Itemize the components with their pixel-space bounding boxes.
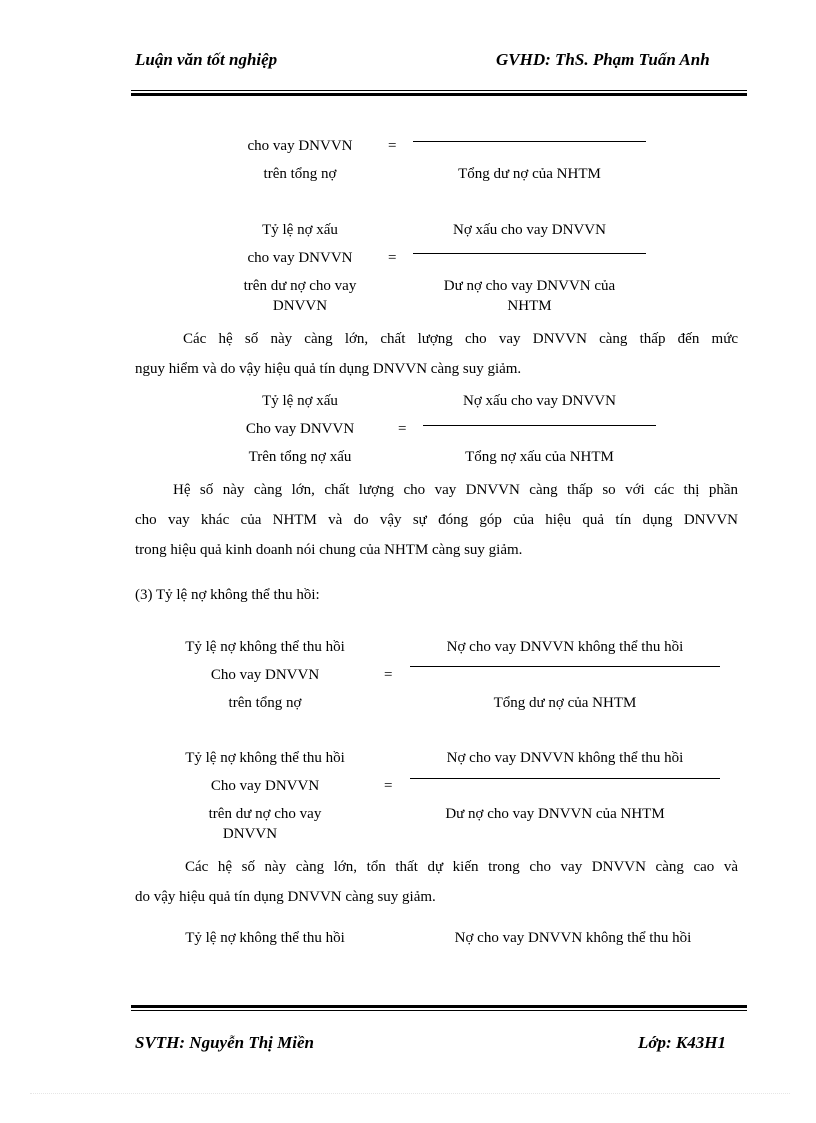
formula-4-fraction-bar [410,666,720,667]
paragraph-2-line-3: trong hiệu quả kinh doanh nói chung của NHTM càng suy giảm. [135,542,523,558]
formula-4-lhs-line-2: Cho vay DNVVN [210,667,320,683]
formula-2-lhs-line-1: Tỷ lệ nợ xấu [262,222,338,238]
formula-4-lhs-line-1: Tỷ lệ nợ không thể thu hồi [185,639,345,655]
formula-2-numerator: Nợ xấu cho vay DNVVN [453,222,606,238]
paragraph-2-line-2: cho vay khác của NHTM và do vậy sự đóng góp của hiệu quả tín dụng DNVVN [135,512,738,528]
paragraph-2 [135,475,738,565]
formula-3-denominator: Tổng nợ xấu của NHTM [465,449,614,465]
formula-1-lhs-line-2: trên tổng nợ [263,166,337,182]
formula-4-equals: = [384,667,393,683]
formula-5-fraction-bar [410,778,720,779]
formula-3-lhs-line-2: Cho vay DNVVN [245,421,355,437]
header-thesis-title: Luận văn tốt nghiệp [135,50,278,69]
formula-2-fraction-bar [413,253,646,254]
formula-4-lhs-line-3: trên tổng nợ [228,695,302,711]
formula-5-numerator: Nợ cho vay DNVVN không thể thu hồi [446,750,684,766]
formula-2-lhs-line-3: trên dư nợ cho vay [243,278,357,294]
formula-1-fraction-bar [413,141,646,142]
formula-1-equals: = [388,138,397,154]
formula-5-lhs-line-3: trên dư nợ cho vay [208,806,322,822]
formula-2-equals: = [388,250,397,266]
formula-5-lhs-line-4: DNVVN [222,826,278,842]
header-rule-thick [131,93,747,96]
formula-2-lhs-line-4: DNVVN [272,298,328,314]
formula-2-denominator-line-2: NHTM [507,298,552,314]
formula-4-numerator: Nợ cho vay DNVVN không thể thu hồi [446,639,684,655]
footer-student: SVTH: Nguyễn Thị Miền [135,1033,314,1052]
formula-2-lhs-line-2: cho vay DNVVN [247,250,353,266]
formula-3-lhs-line-1: Tỷ lệ nợ xấu [262,393,338,409]
formula-6-lhs-line-1: Tỷ lệ nợ không thể thu hồi [185,930,345,946]
formula-1-denominator: Tổng dư nợ của NHTM [458,166,601,182]
formula-4-denominator: Tổng dư nợ của NHTM [493,695,637,711]
paragraph-3 [135,852,738,912]
formula-3-equals: = [398,421,407,437]
formula-5-lhs-line-2: Cho vay DNVVN [210,778,320,794]
formula-3-lhs-line-3: Trên tổng nợ xấu [248,449,352,465]
paragraph-1-line-1: Các hệ số này càng lớn, chất lượng cho vay DNVVN càng thấp đến mức [183,331,738,347]
formula-3-fraction-bar [423,425,656,426]
paragraph-3-line-1: Các hệ số này càng lớn, tổn thất dự kiến trong cho vay DNVVN càng cao và [185,859,738,875]
formula-5-lhs-line-1: Tỷ lệ nợ không thể thu hồi [185,750,345,766]
formula-2-denominator-line-1: Dư nợ cho vay DNVVN của [443,278,616,294]
footer-rule-thick [131,1005,747,1008]
footer-rule-thin [131,1010,747,1011]
footer-class: Lớp: K43H1 [638,1033,726,1052]
formula-5-equals: = [384,778,393,794]
paragraph-3-line-2: do vậy hiệu quả tín dụng DNVVN càng suy giảm. [135,889,436,905]
header-rule-thin [131,90,747,91]
page-bottom-dotted-line [30,1093,790,1094]
paragraph-2-line-1: Hệ số này càng lớn, chất lượng cho vay DNVVN càng thấp so với các thị phần [173,482,738,498]
section-3-title: (3) Tỷ lệ nợ không thể thu hồi: [135,587,320,603]
header-advisor: GVHD: ThS. Phạm Tuấn Anh [496,50,710,69]
formula-1-lhs-line-1: cho vay DNVVN [247,138,353,154]
formula-5-denominator: Dư nợ cho vay DNVVN của NHTM [445,806,665,822]
formula-3-numerator: Nợ xấu cho vay DNVVN [463,393,616,409]
paragraph-1 [135,324,738,384]
paragraph-1-line-2: nguy hiểm và do vậy hiệu quả tín dụng DNVVN càng suy giảm. [135,361,522,377]
formula-6-numerator: Nợ cho vay DNVVN không thể thu hồi [454,930,692,946]
